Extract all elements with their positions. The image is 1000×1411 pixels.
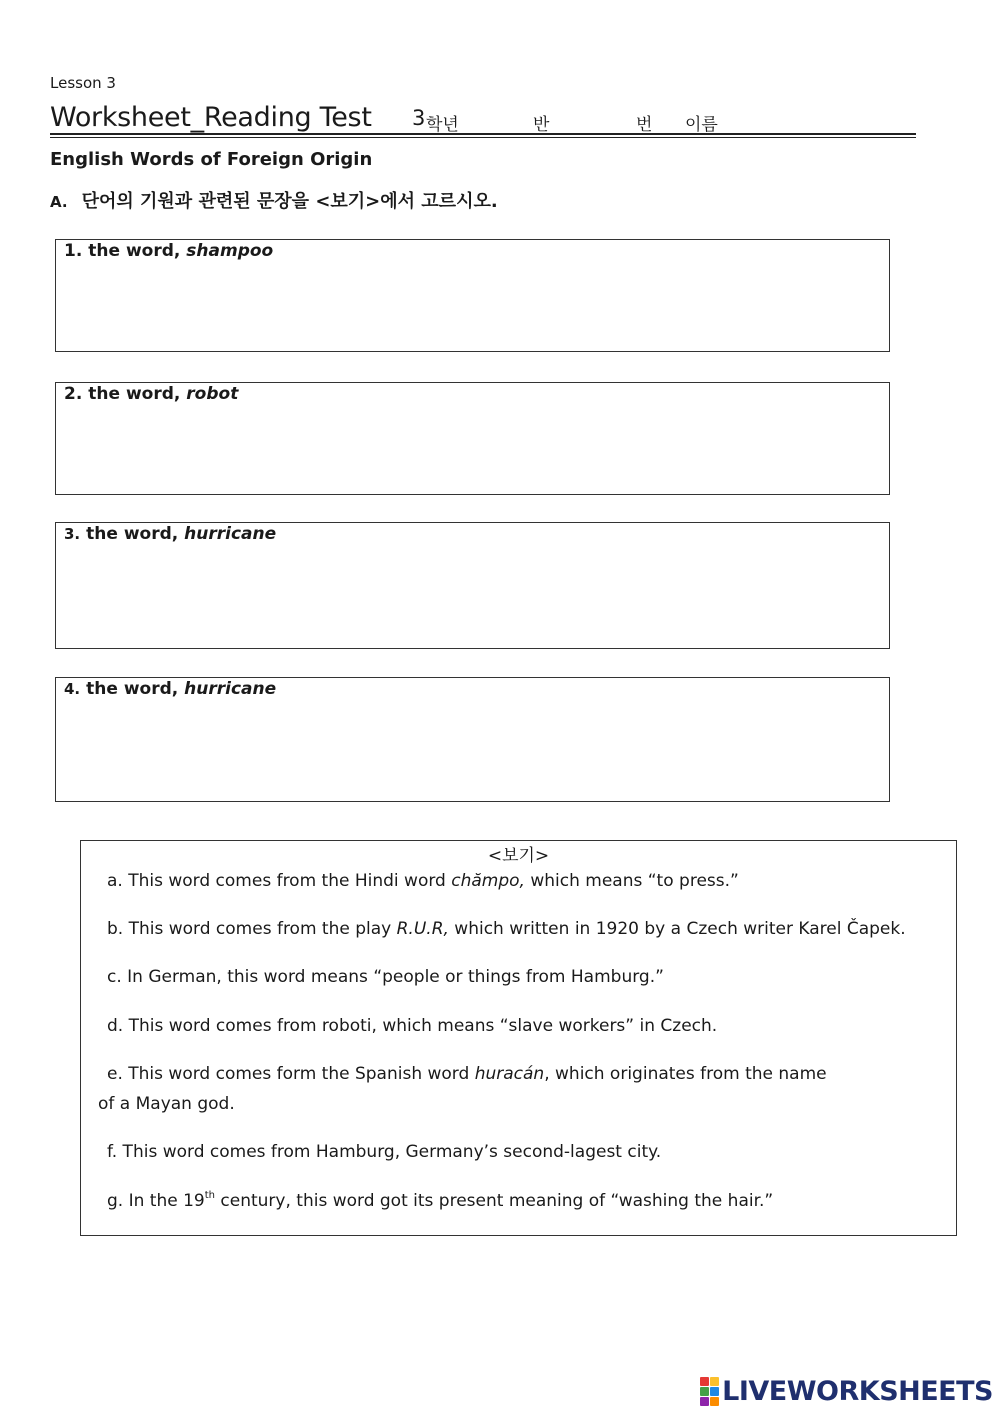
choice-c: c. In German, this word means “people or things from Hamburg.”	[107, 967, 664, 987]
question-word: shampoo	[186, 241, 274, 261]
answer-box-2[interactable]	[55, 382, 890, 495]
choice-g	[107, 1190, 773, 1211]
logo-block	[700, 1377, 709, 1386]
answer-box-1[interactable]	[55, 239, 890, 352]
question-prefix: the word,	[86, 524, 179, 544]
question-word: robot	[186, 384, 239, 404]
logo-block	[700, 1397, 709, 1406]
choice-text: b. This word comes from the play	[107, 919, 397, 939]
logo-block	[710, 1397, 719, 1406]
instruction	[50, 187, 498, 213]
choice-e-line2: of a Mayan god.	[98, 1094, 235, 1114]
choice-italic: chămpo,	[451, 871, 525, 891]
lesson-label: Lesson 3	[50, 74, 116, 92]
choices-title: <보기>	[487, 846, 550, 866]
question-number: 4.	[64, 680, 81, 698]
choice-italic: R.U.R,	[396, 919, 449, 939]
class-label: 반	[533, 115, 550, 135]
question-prefix: the word,	[86, 679, 179, 699]
logo-text: LIVEWORKSHEETS	[722, 1375, 993, 1407]
name-label: 이름	[685, 115, 718, 135]
worksheet-title: Worksheet_Reading Test	[50, 102, 372, 133]
choice-superscript: th	[204, 1190, 215, 1201]
liveworksheets-logo	[700, 1374, 993, 1408]
choice-text: g. In the 19	[107, 1191, 205, 1211]
logo-block	[710, 1377, 719, 1386]
question-number: 1.	[64, 241, 83, 261]
number-label: 번	[636, 115, 653, 135]
instruction-text: 단어의 기원과 관련된 문장을 <보기>에서 고르시오.	[81, 191, 498, 212]
question-prefix: the word,	[88, 384, 181, 404]
choice-italic: huracán	[474, 1064, 545, 1084]
choice-b	[107, 919, 906, 939]
answer-box-4[interactable]	[55, 677, 890, 802]
choice-f: f. This word comes from Hamburg, Germany’s second-lagest city.	[107, 1142, 662, 1162]
question-label	[64, 524, 276, 544]
header-rule-thin	[50, 137, 916, 138]
grade-number: 3	[412, 106, 426, 130]
question-word: hurricane	[184, 679, 277, 699]
logo-block	[710, 1387, 719, 1396]
question-number: 2.	[64, 384, 83, 404]
choice-text: century, this word got its present meaning of “washing the hair.”	[215, 1191, 774, 1211]
choice-d: d. This word comes from roboti, which means “slave workers” in Czech.	[107, 1016, 718, 1036]
logo-block	[700, 1387, 709, 1396]
question-label	[64, 679, 276, 699]
question-label	[64, 241, 273, 261]
question-label	[64, 384, 238, 404]
choice-text: e. This word comes form the Spanish word	[107, 1064, 475, 1084]
question-prefix: the word,	[88, 241, 181, 261]
choice-a	[107, 871, 739, 891]
choice-text: which means “to press.”	[524, 871, 739, 891]
answer-box-3[interactable]	[55, 522, 890, 649]
choice-text: which written in 1920 by a Czech writer Karel Čapek.	[448, 919, 906, 939]
logo-blocks-icon	[700, 1377, 719, 1406]
question-word: hurricane	[184, 524, 277, 544]
grade-label: 학년	[426, 115, 459, 135]
choices-box	[80, 840, 957, 1236]
question-number: 3.	[64, 525, 81, 543]
header-rule	[50, 133, 916, 135]
choice-e	[107, 1064, 827, 1084]
choice-text: , which originates from the name	[544, 1064, 827, 1084]
section-subtitle: English Words of Foreign Origin	[50, 149, 373, 170]
choice-text: a. This word comes from the Hindi word	[107, 871, 452, 891]
instruction-letter: A.	[50, 193, 68, 211]
